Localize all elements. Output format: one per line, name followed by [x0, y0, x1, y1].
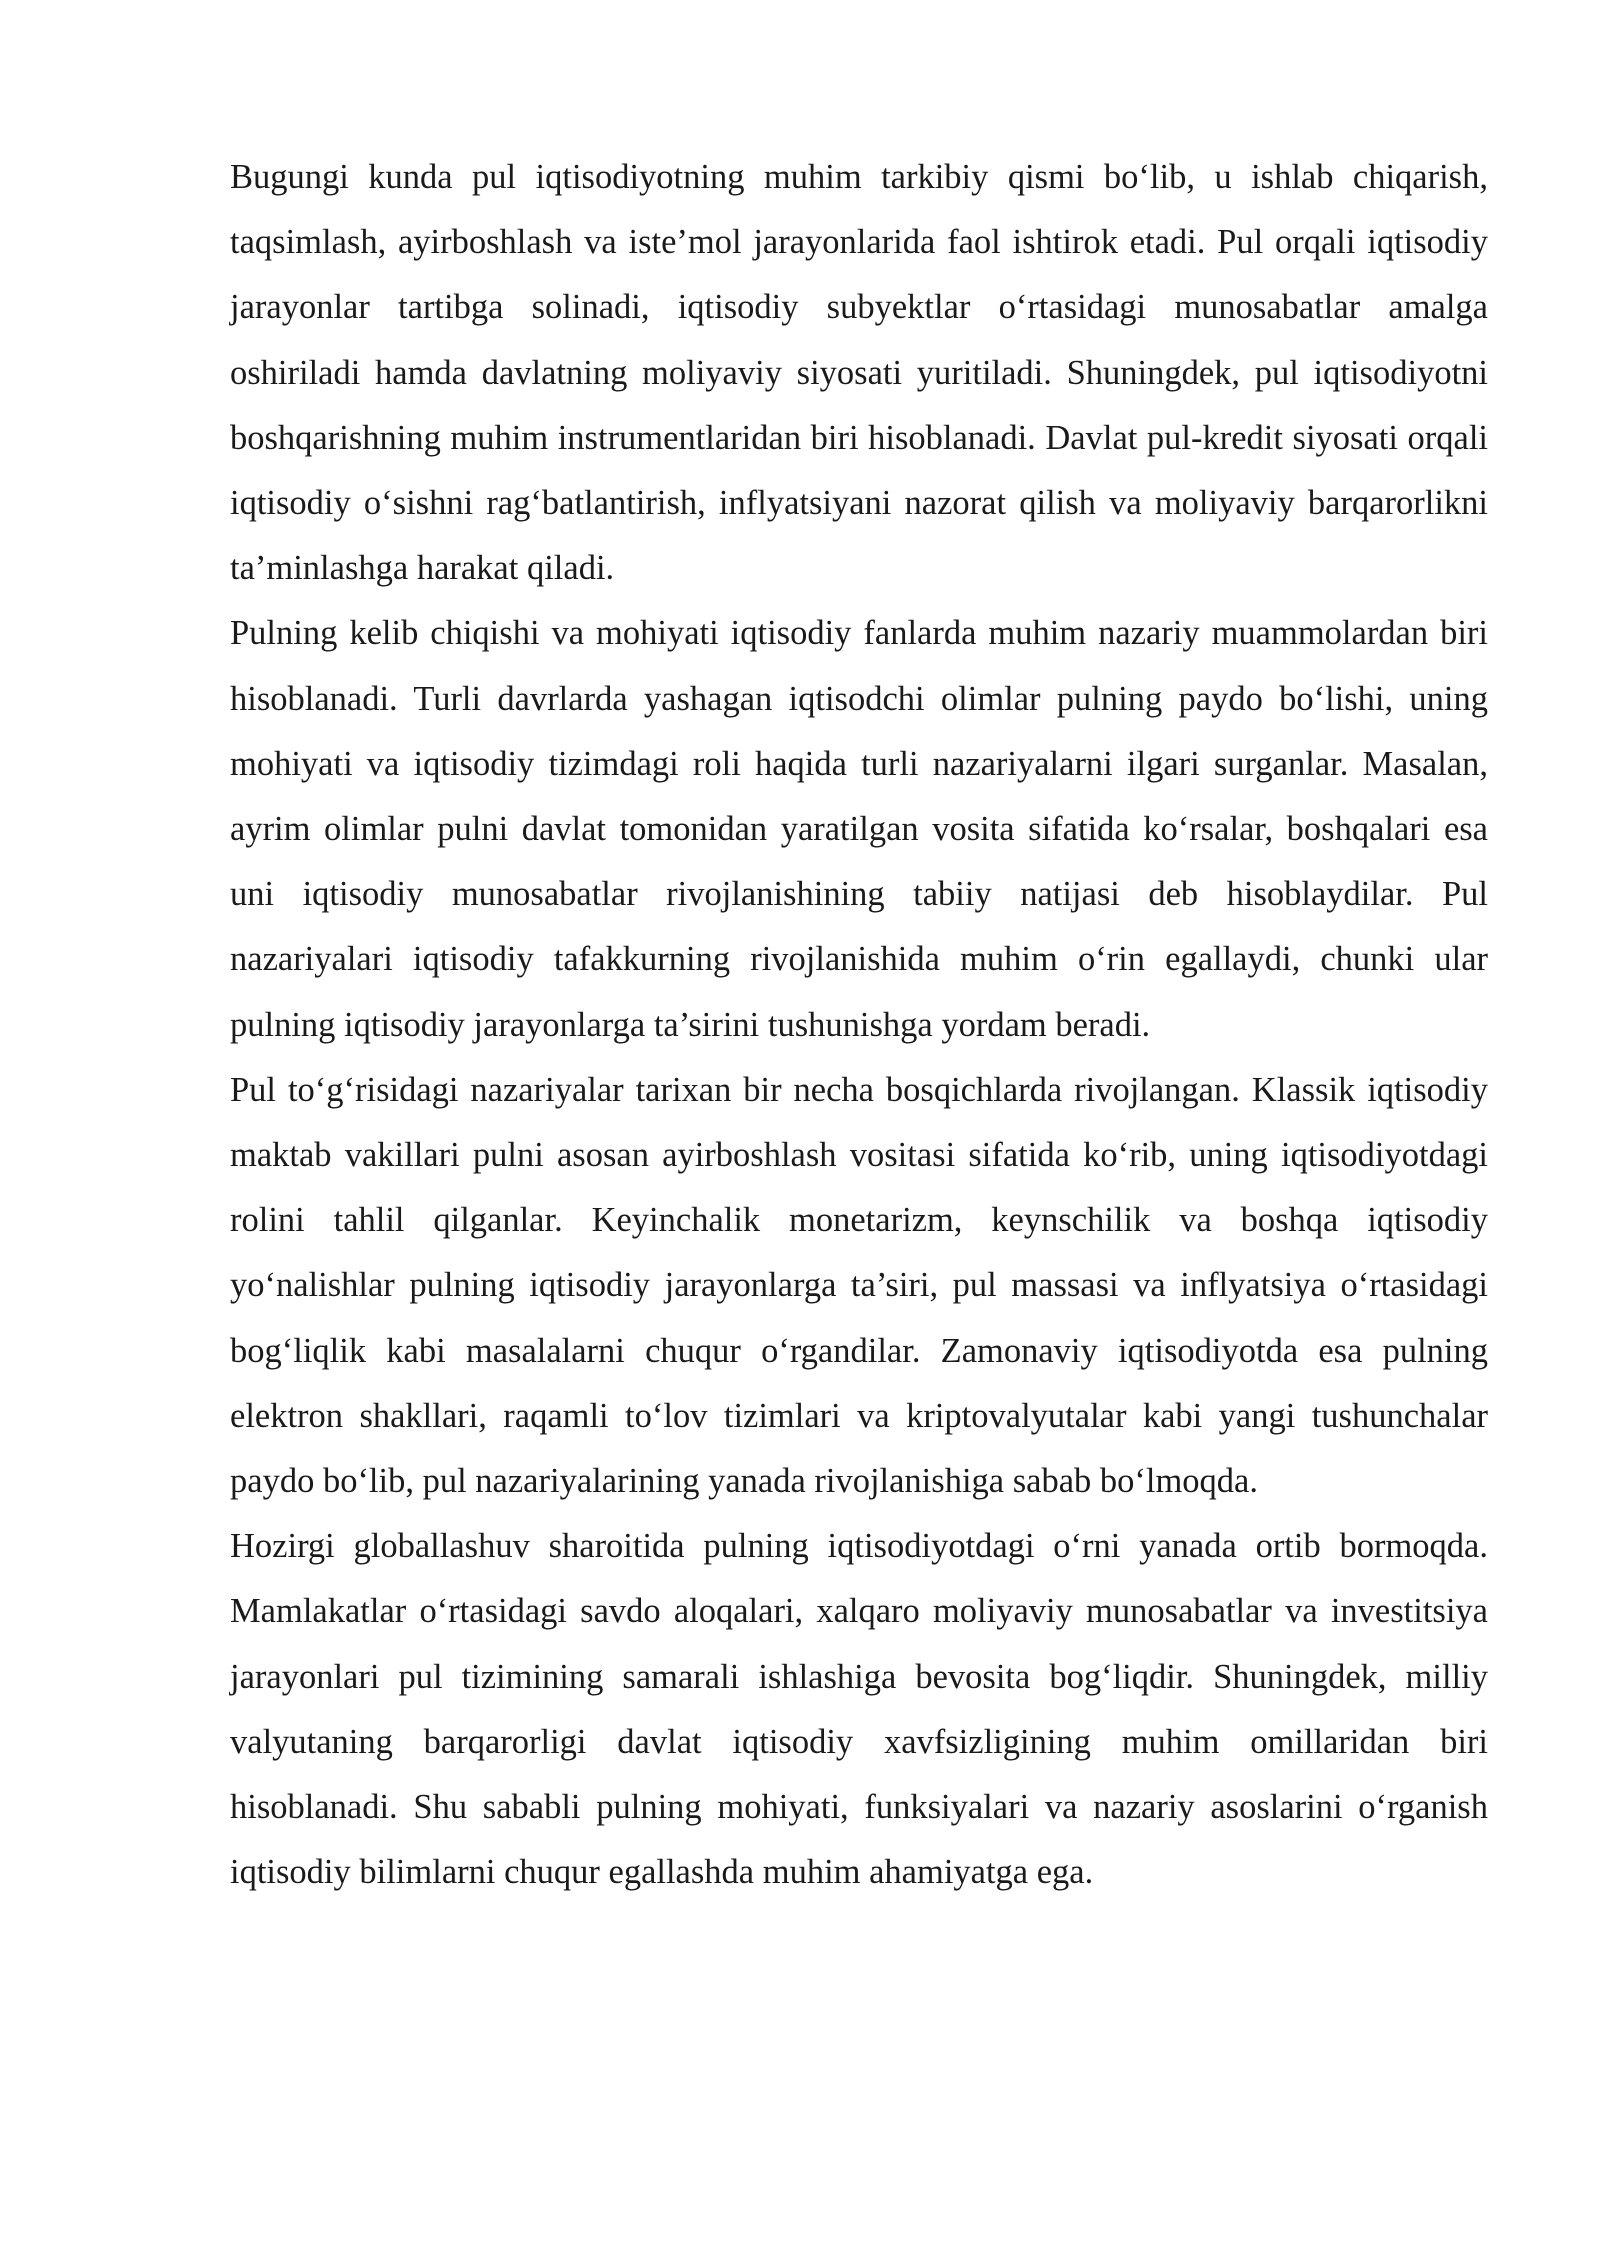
- paragraph-1: Bugungi kunda pul iqtisodiyotning muhim tarkibiy qismi bo‘lib, u ishlab chiqarish, taqsimlash, ayirboshlash va iste’mol jarayonlarida faol ishtirok etadi. Pul orqali iqtisodiy jarayonlar tartibga solinadi, iqtisodiy subyektlar o‘rtasidagi munosabatlar amalga oshiriladi hamda davlatning moliyaviy siyosati yuritiladi. Shuningdek, pul iqtisodiyotni boshqarishning muhim instrumentlaridan biri hisoblanadi. Davlat pul-kredit siyosati orqali iqtisodiy o‘sishni rag‘batlantirish, inflyatsiyani nazorat qilish va moliyaviy barqarorlikni ta’minlashga harakat qiladi.: [230, 158, 1488, 588]
- paragraph-2: Pulning kelib chiqishi va mohiyati iqtisodiy fanlarda muhim nazariy muammolardan biri hisoblanadi. Turli davrlarda yashagan iqtisodchi olimlar pulning paydo bo‘lishi, uning mohiyati va iqtisodiy tizimdagi roli haqida turli nazariyalarni ilgari surganlar. Masalan, ayrim olimlar pulni davlat tomonidan yaratilgan vosita sifatida ko‘rsalar, boshqalari esa uni iqtisodiy munosabatlar rivojlanishining tabiiy natijasi deb hisoblaydilar. Pul nazariyalari iqtisodiy tafakkurning rivojlanishida muhim o‘rin egallaydi, chunki ular pulning iqtisodiy jarayonlarga ta’sirini tushunishga yordam beradi.: [230, 614, 1488, 1044]
- paragraph-3: Pul to‘g‘risidagi nazariyalar tarixan bir necha bosqichlarda rivojlangan. Klassik iqtisodiy maktab vakillari pulni asosan ayirboshlash vositasi sifatida ko‘rib, uning iqtisodiyotdagi rolini tahlil qilganlar. Keyinchalik monetarizm, keynschilik va boshqa iqtisodiy yo‘nalishlar pulning iqtisodiy jarayonlarga ta’siri, pul massasi va inflyatsiya o‘rtasidagi bog‘liqlik kabi masalalarni chuqur o‘rgandilar. Zamonaviy iqtisodiyotda esa pulning elektron shakllari, raqamli to‘lov tizimlari va kriptovalyutalar kabi yangi tushunchalar paydo bo‘lib, pul nazariyalarining yanada rivojlanishiga sabab bo‘lmoqda.: [230, 1070, 1488, 1501]
- paragraph-4: Hozirgi globallashuv sharoitida pulning iqtisodiyotdagi o‘rni yanada ortib bormoqda. Mamlakatlar o‘rtasidagi savdo aloqalari, xalqaro moliyaviy munosabatlar va investitsiya jarayonlari pul tizimining samarali ishlashiga bevosita bog‘liqdir. Shuningdek, milliy valyutaning barqarorligi davlat iqtisodiy xavfsizligining muhim omillaridan biri hisoblanadi. Shu sababli pulning mohiyati, funksiyalari va nazariy asoslarini o‘rganish iqtisodiy bilimlarni chuqur egallashda muhim ahamiyatga ega.: [230, 1527, 1488, 1892]
- document-body: [230, 145, 1488, 1905]
